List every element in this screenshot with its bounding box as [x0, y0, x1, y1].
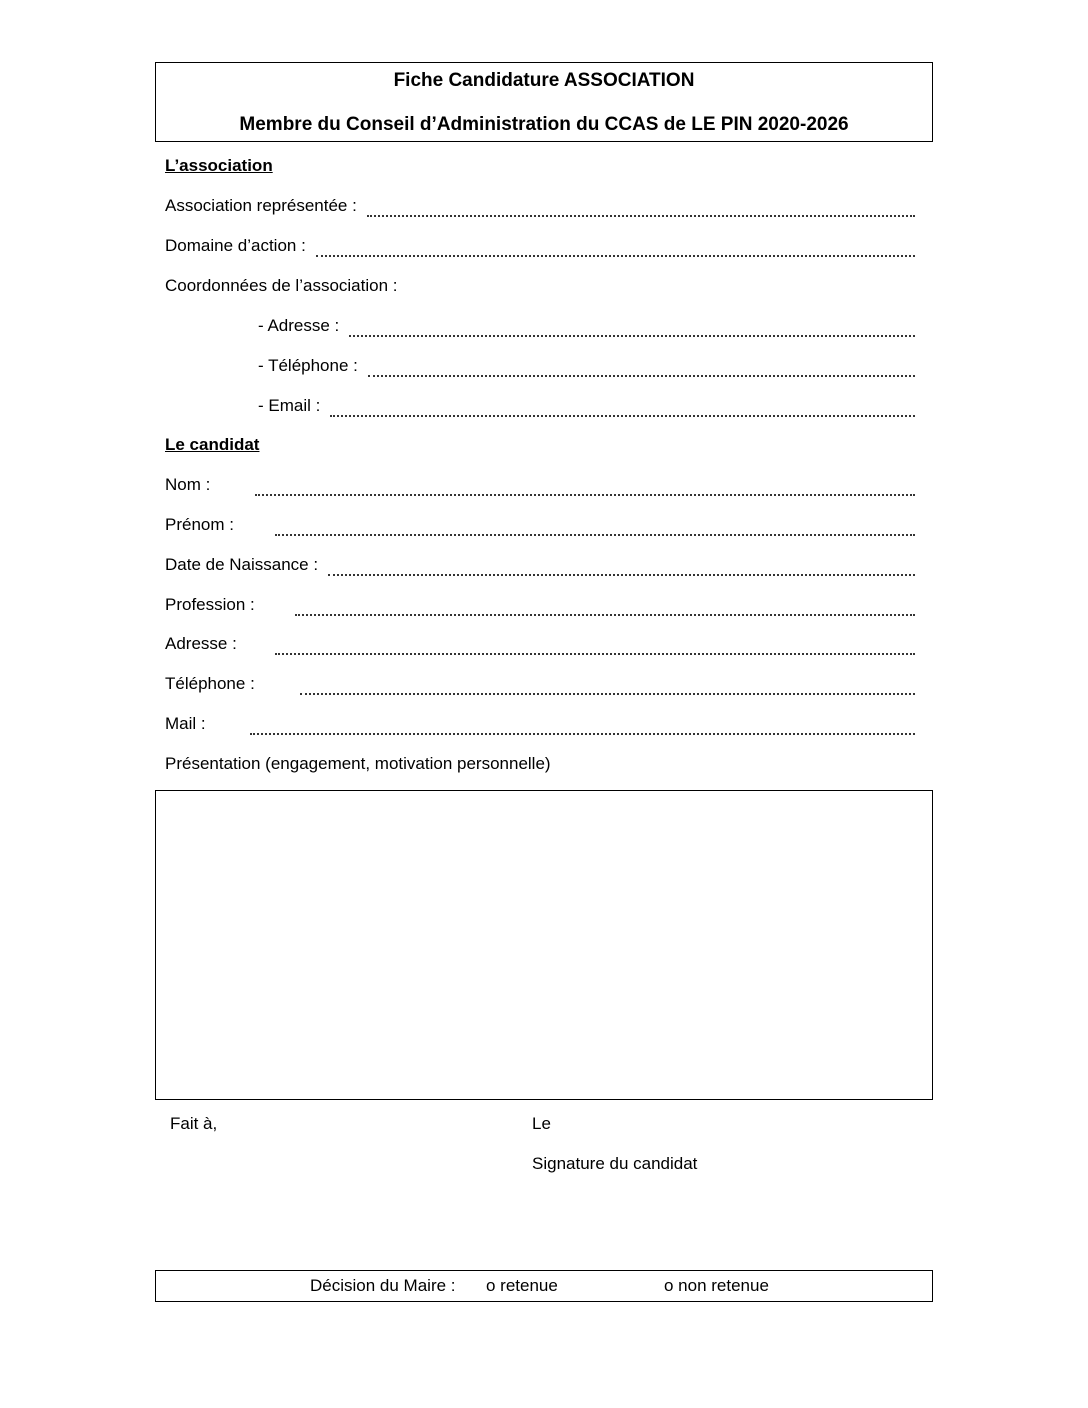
fill-line[interactable] [328, 560, 915, 576]
field-label: Adresse : [165, 634, 237, 653]
header-box [155, 62, 933, 142]
field-label: - Adresse : [258, 316, 340, 335]
fill-line[interactable] [275, 639, 915, 655]
fill-line[interactable] [295, 600, 915, 616]
field-birth-date[interactable] [165, 555, 915, 577]
field-first-name[interactable] [165, 515, 915, 537]
coords-label: Coordonnées de l’association : [165, 276, 398, 295]
field-domain[interactable] [165, 236, 915, 258]
fill-line[interactable] [330, 401, 915, 417]
signature-label: Signature du candidat [532, 1154, 698, 1173]
place-label: Fait à, [170, 1114, 218, 1133]
field-label: Profession : [165, 595, 255, 614]
field-label: Prénom : [165, 515, 234, 534]
presentation-label: Présentation (engagement, motivation personnelle) [165, 754, 551, 773]
section-heading-candidate: Le candidat [165, 435, 260, 454]
decision-label: Décision du Maire : [310, 1276, 456, 1295]
field-label: - Email : [258, 396, 321, 415]
decision-box [155, 1270, 933, 1302]
form-title: Fiche Candidature ASSOCIATION [393, 70, 695, 91]
option-retenue[interactable]: o retenue [486, 1276, 558, 1295]
fill-line[interactable] [368, 361, 915, 377]
section-heading-association: L’association [165, 156, 273, 175]
field-label: - Téléphone : [258, 356, 358, 375]
field-last-name[interactable] [165, 475, 915, 497]
field-label: Association représentée : [165, 196, 357, 215]
presentation-textarea[interactable] [155, 790, 933, 1100]
fill-line[interactable] [316, 241, 915, 257]
field-association-name[interactable] [165, 196, 915, 218]
field-address[interactable] [165, 634, 915, 656]
field-label: Date de Naissance : [165, 555, 319, 574]
fill-line[interactable] [250, 719, 915, 735]
form-subtitle: Membre du Conseil d’Administration du CCAS de LE PIN 2020-2026 [239, 114, 849, 135]
field-label: Mail : [165, 714, 206, 733]
fill-line[interactable] [367, 201, 915, 217]
field-label: Téléphone : [165, 674, 255, 693]
field-phone[interactable] [165, 674, 915, 696]
fill-line[interactable] [349, 321, 915, 337]
option-non-retenue[interactable]: o non retenue [664, 1276, 769, 1295]
field-assoc-address[interactable] [258, 316, 915, 338]
fill-line[interactable] [300, 679, 915, 695]
field-profession[interactable] [165, 595, 915, 617]
field-label: Nom : [165, 475, 211, 494]
fill-line[interactable] [275, 520, 915, 536]
date-label: Le [532, 1114, 551, 1133]
field-mail[interactable] [165, 714, 915, 736]
field-label: Domaine d’action : [165, 236, 306, 255]
field-assoc-email[interactable] [258, 396, 915, 418]
field-assoc-phone[interactable] [258, 356, 915, 378]
fill-line[interactable] [255, 480, 915, 496]
